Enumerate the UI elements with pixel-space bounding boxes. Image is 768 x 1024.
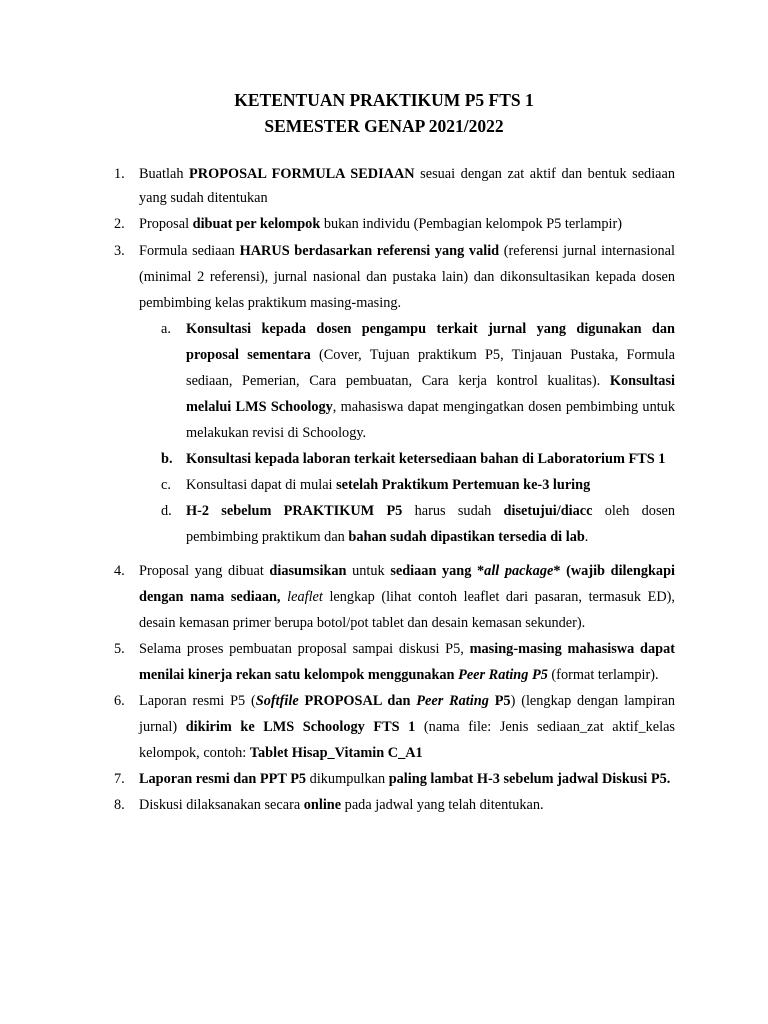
- sub-item-text: H-2 sebelum PRAKTIKUM P5 harus sudah disetujui/diacc oleh dosen pembimbing praktikum dan bahan sudah dipastikan tersedia di lab.: [186, 503, 676, 545]
- rules-list: [0, 162, 768, 818]
- list-item: [0, 238, 768, 550]
- document-title-line1: KETENTUAN PRAKTIKUM P5 FTS 1: [234, 90, 534, 110]
- sub-list-item: [139, 498, 675, 550]
- item-number: 5.: [114, 641, 125, 657]
- list-item: [0, 558, 768, 636]
- item-text: Proposal yang dibuat diasumsikan untuk sediaan yang *all package* (wajib dilengkapi dengan nama sediaan, leaflet lengkap (lihat contoh leaflet dari pasaran, termasuk ED), desain kemasan primer berupa botol/pot tablet dan desain kemasan sekunder).: [139, 563, 675, 631]
- item-text: Formula sediaan HARUS berdasarkan referensi yang valid (referensi jurnal internasional (minimal 2 referensi), jurnal nasional dan pustaka lain) dan dikonsultasikan kepada dosen pembimbing kelas praktikum masing-masing.: [139, 243, 676, 311]
- item-number: 2.: [114, 216, 125, 232]
- list-item: [0, 636, 768, 688]
- item-text: Buatlah PROPOSAL FORMULA SEDIAAN sesuai dengan zat aktif dan bentuk sediaan yang sudah ditentukan: [139, 166, 676, 206]
- sub-item-letter: c.: [161, 477, 171, 493]
- sub-list: [139, 316, 675, 550]
- item-text: Diskusi dilaksanakan secara online pada jadwal yang telah ditentukan.: [139, 797, 544, 813]
- item-number: 7.: [114, 771, 125, 787]
- item-text: Proposal dibuat per kelompok bukan individu (Pembagian kelompok P5 terlampir): [139, 216, 623, 232]
- item-number: 8.: [114, 797, 125, 813]
- item-number: 3.: [114, 243, 125, 259]
- sub-list-item: [139, 472, 675, 498]
- sub-item-letter: a.: [161, 321, 171, 337]
- item-text: Laporan resmi P5 (Softfile PROPOSAL dan Peer Rating P5) (lengkap dengan lampiran jurnal) dikirim ke LMS Schoology FTS 1 (nama file: Jenis sediaan_zat aktif_kelas kelompok, contoh: Tablet Hisap_Vitamin C_A1: [139, 693, 675, 761]
- item-text: Laporan resmi dan PPT P5 dikumpulkan paling lambat H-3 sebelum jadwal Diskusi P5.: [139, 771, 671, 787]
- item-number: 4.: [114, 563, 125, 579]
- list-item: [0, 766, 768, 792]
- sub-item-text: Konsultasi kepada laboran terkait ketersediaan bahan di Laboratorium FTS 1: [186, 451, 666, 467]
- sub-item-letter: b.: [161, 451, 173, 467]
- sub-list-item: [139, 316, 675, 446]
- item-number: 6.: [114, 693, 125, 709]
- list-item: [0, 688, 768, 766]
- list-item: [0, 212, 768, 236]
- sub-item-text: Konsultasi dapat di mulai setelah Praktikum Pertemuan ke-3 luring: [186, 477, 591, 493]
- document-title-line2: SEMESTER GENAP 2021/2022: [264, 116, 504, 136]
- sub-list-item: [139, 446, 675, 472]
- sub-item-text: Konsultasi kepada dosen pengampu terkait jurnal yang digunakan dan proposal sementara (Cover, Tujuan praktikum P5, Tinjauan Pustaka, Formula sediaan, Pemerian, Cara pembuatan, Cara kerja kontrol kualitas). Konsultasi melalui LMS Schoology, mahasiswa dapat mengingatkan dosen pembimbing untuk melakukan revisi di Schoology.: [186, 321, 675, 441]
- item-number: 1.: [114, 166, 125, 182]
- sub-item-letter: d.: [161, 503, 172, 519]
- list-item: [0, 792, 768, 818]
- list-item: [0, 162, 768, 210]
- item-text: Selama proses pembuatan proposal sampai diskusi P5, masing-masing mahasiswa dapat menilai kinerja rekan satu kelompok menggunakan Peer Rating P5 (format terlampir).: [139, 641, 675, 683]
